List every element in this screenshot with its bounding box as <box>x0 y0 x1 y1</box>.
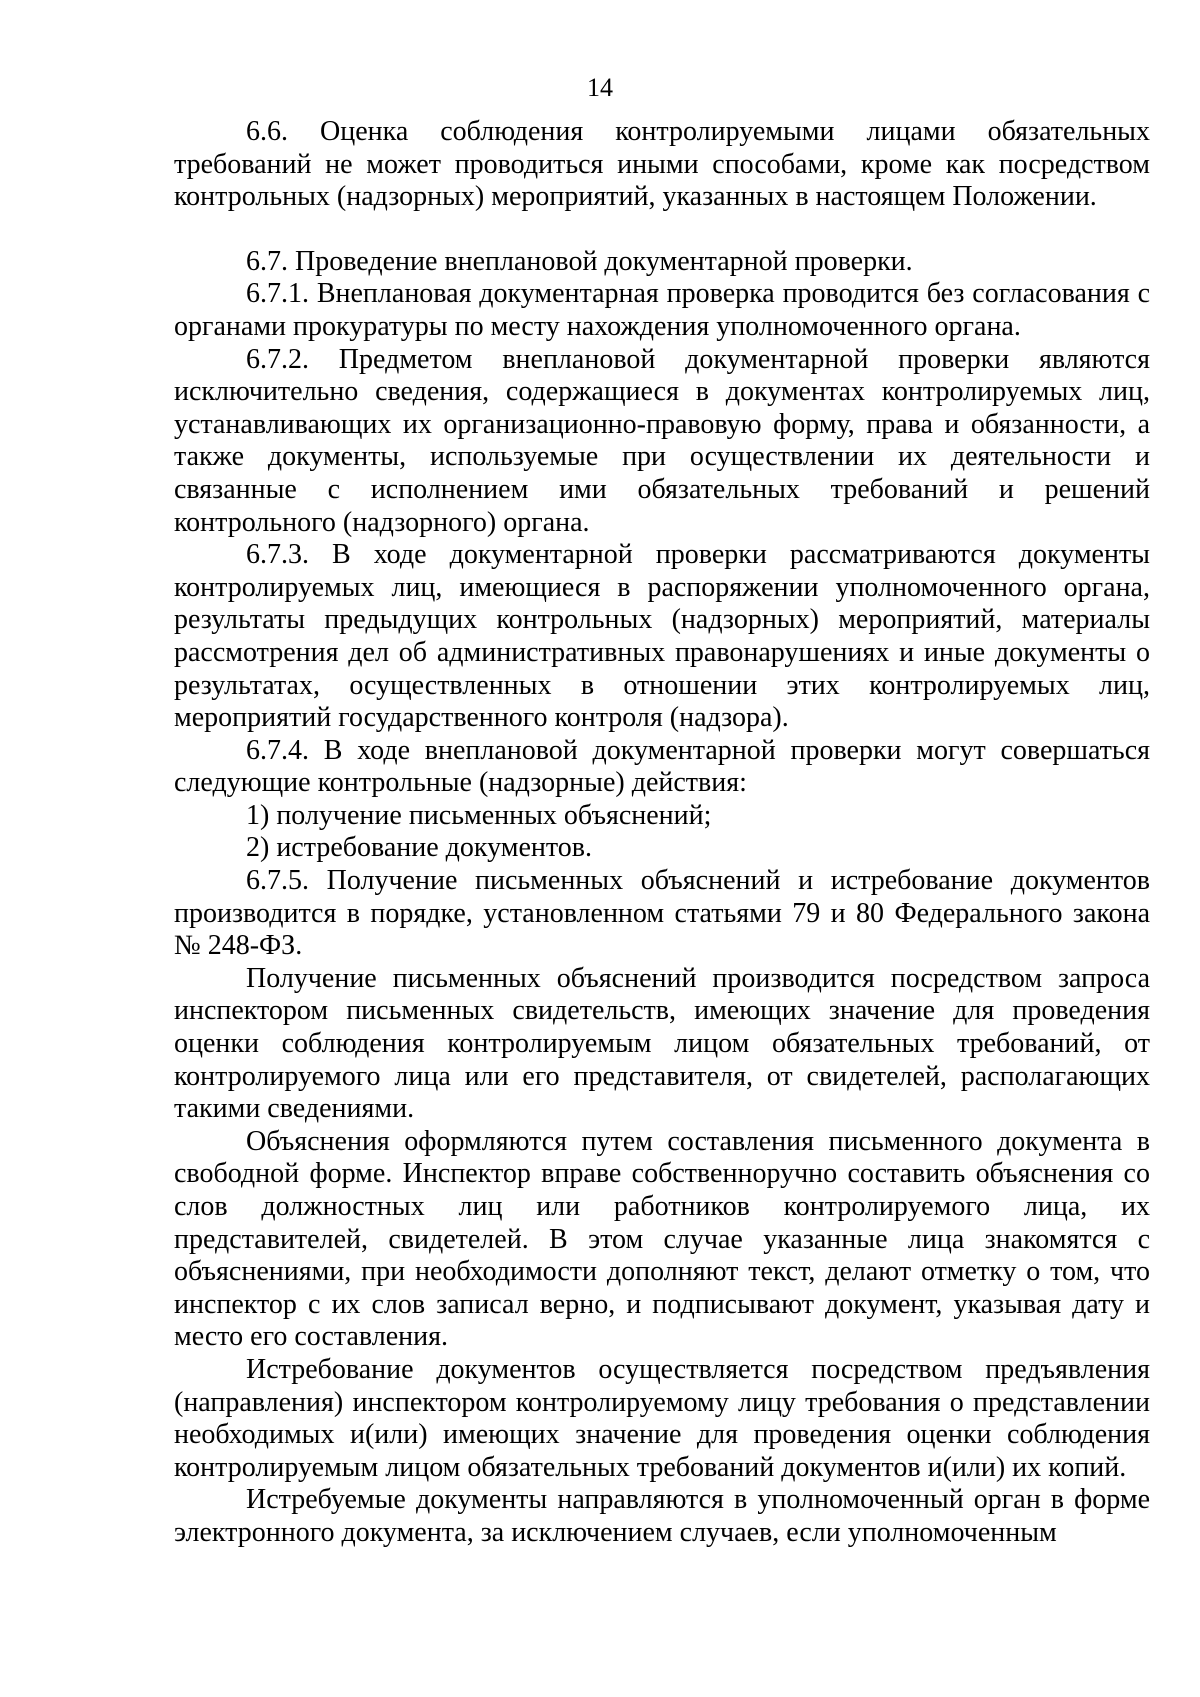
paragraph-6-7-1: 6.7.1. Внеплановая документарная проверка проводится без согласования с органами прокуратуры по месту нахождения уполномоченного органа. <box>174 278 1150 342</box>
paragraph-6-7-heading: 6.7. Проведение внеплановой документарной проверки. <box>246 245 913 277</box>
paragraph-6-7-3: 6.7.3. В ходе документарной проверки рассматриваются документы контролируемых лиц, имеющиеся в распоряжении уполномоченного органа, результаты предыдущих контрольных (надзорных) мероприятий, материалы рассмотрения дел об административных правонарушениях и иные документы о результатах, осуществленных в отношении этих контролируемых лиц, мероприятий государственного контроля (надзора). <box>174 539 1150 734</box>
paragraph-document-request: Истребование документов осуществляется посредством предъявления (направления) инспектором контролируемому лицу требования о представлении необходимых и(или) имеющих значение для проведения оценки соблюдения контролируемым лицом обязательных требований документов и(или) их копий. <box>174 1353 1150 1483</box>
document-body <box>174 116 1150 1550</box>
paragraph-6-7-2: 6.7.2. Предметом внеплановой документарной проверки являются исключительно сведения, содержащиеся в документах контролируемых лиц, устанавливающих их организационно-правовую форму, права и обязанности, а также документы, используемые при осуществлении их деятельности и связанные с исполнением ими обязательных требований и решений контрольного (надзорного) органа. <box>174 343 1150 538</box>
page-number: 14 <box>587 73 613 102</box>
paragraph-written-explanations: Получение письменных объяснений производится посредством запроса инспектором письменных свидетельств, имеющих значение для проведения оценки соблюдения контролируемым лицом обязательных требований, от контролируемого лица или его представителя, от свидетелей, располагающих такими сведениями. <box>174 962 1150 1125</box>
list-item-2: 2) истребование документов. <box>246 832 592 864</box>
paragraph-6-6: 6.6. Оценка соблюдения контролируемыми лицами обязательных требований не может проводиться иными способами, кроме как посредством контрольных (надзорных) мероприятий, указанных в настоящем Положении. <box>174 116 1150 213</box>
paragraph-requested-documents: Истребуемые документы направляются в уполномоченный орган в форме электронного документа, за исключением случаев, если уполномоченным <box>174 1484 1150 1548</box>
paragraph-6-7-5: 6.7.5. Получение письменных объяснений и истребование документов производится в порядке, установленном статьями 79 и 80 Федерального закона № 248-ФЗ. <box>174 865 1150 962</box>
paragraph-explanations-form: Объяснения оформляются путем составления письменного документа в свободной форме. Инспектор вправе собственноручно составить объяснения со слов должностных лиц или работников контролируемого лица, их представителей, свидетелей. В этом случае указанные лица знакомятся с объяснениями, при необходимости дополняют текст, делают отметку о том, что инспектор с их слов записал верно, и подписывают документ, указывая дату и место его составления. <box>174 1125 1150 1353</box>
list-item-1: 1) получение письменных объяснений; <box>246 799 712 831</box>
paragraph-6-7-4: 6.7.4. В ходе внеплановой документарной проверки могут совершаться следующие контрольные (надзорные) действия: <box>174 734 1150 799</box>
